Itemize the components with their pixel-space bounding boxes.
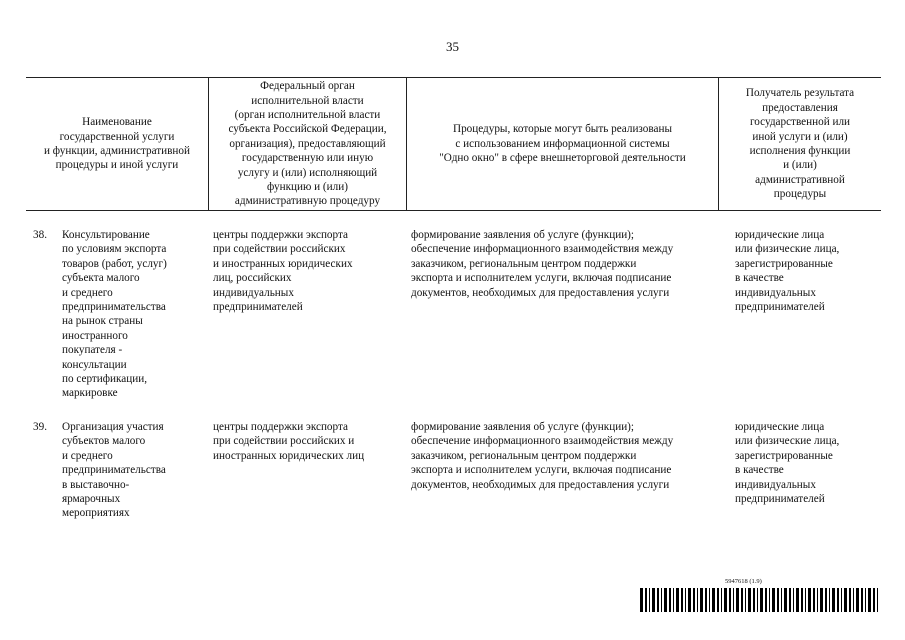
barcode-bar [849, 588, 851, 612]
text-line: предпринимателей [213, 301, 303, 314]
barcode-bar [789, 588, 791, 612]
row-procedures [411, 420, 673, 492]
barcode-bar [765, 588, 767, 612]
row-service-name [62, 228, 167, 401]
text-line: Наименование [82, 116, 152, 129]
barcode-bar [865, 588, 866, 612]
barcode-bar [729, 588, 731, 612]
header-procedures [407, 78, 718, 210]
text-line: предпринимательства [62, 464, 166, 477]
header-service-name [26, 78, 208, 210]
barcode-bar [693, 588, 695, 612]
barcode-bar [669, 588, 671, 612]
text-line: исполнения функции [749, 145, 851, 157]
text-line: организация), предоставляющий [229, 137, 386, 150]
text-line: юридические лица [735, 421, 825, 433]
text-line: услугу и (или) исполняющий [237, 166, 378, 179]
text-line: функцию и (или) [267, 181, 348, 194]
text-line: или физические лица, [735, 243, 840, 256]
text-line: маркировке [62, 387, 118, 400]
text-line: зарегистрированные [735, 449, 833, 462]
text-line: и среднего [62, 286, 113, 299]
text-line: на рынок страны [62, 315, 143, 328]
barcode-bar [769, 588, 770, 612]
barcode-bar [808, 588, 811, 612]
barcode-bar [817, 588, 818, 612]
text-line: документов, необходимых для предоставления услуги [411, 286, 670, 299]
text-line: процедуры и иной услуги [55, 159, 179, 172]
text-line: лиц, российских [213, 272, 292, 285]
barcode-bar [700, 588, 703, 612]
text-line: административной [755, 173, 845, 186]
barcode-bar [741, 588, 743, 612]
barcode-bar [673, 588, 674, 612]
barcode-bar [757, 588, 758, 612]
text-line: по сертификации, [62, 373, 147, 386]
barcode-bar [649, 588, 650, 612]
text-line: субъекта малого [62, 272, 140, 285]
text-line: при содействии российских [213, 243, 346, 256]
text-line: Организация участия [62, 421, 164, 433]
barcode-bar [664, 588, 667, 612]
barcode-bar [781, 588, 782, 612]
barcode-bar [837, 588, 839, 612]
text-line: индивидуальных [735, 286, 816, 299]
text-line: Получатель результата [745, 87, 855, 100]
text-line: индивидуальных [213, 286, 294, 299]
barcode-bar [688, 588, 691, 612]
barcode-bar [784, 588, 787, 612]
text-line: иностранного [62, 329, 128, 342]
barcode-bar [709, 588, 710, 612]
barcode-bar [661, 588, 662, 612]
barcode-bar [697, 588, 698, 612]
row-service-name [62, 420, 166, 521]
barcode-bar [685, 588, 686, 612]
text-line: при содействии российских и [213, 435, 355, 448]
text-line: исполнительной власти [251, 94, 364, 107]
barcode-bar [844, 588, 847, 612]
text-line: центры поддержки экспорта [213, 229, 348, 241]
text-line: предпринимательства [62, 301, 166, 314]
row-authority [213, 228, 353, 314]
text-line: субъектов малого [62, 435, 146, 448]
text-line: индивидуальных [735, 478, 816, 491]
barcode-bar [640, 588, 643, 612]
page-number: 35 [446, 39, 459, 54]
header-recipient [719, 78, 881, 210]
text-line: мероприятиях [62, 507, 130, 520]
barcode-bar [796, 588, 799, 612]
barcode-bar [681, 588, 683, 612]
barcode-bar [745, 588, 746, 612]
barcode-bar [877, 588, 878, 612]
barcode-bar [712, 588, 715, 612]
row-procedures [411, 228, 673, 300]
barcode-bar [721, 588, 722, 612]
text-line: субъекта Российской Федерации, [228, 123, 387, 136]
text-line: заказчиком, региональным центром поддержки [411, 257, 637, 270]
barcode-image [640, 588, 880, 612]
text-line: документов, необходимых для предоставления услуги [411, 478, 670, 491]
text-line: и среднего [62, 449, 113, 462]
text-line: процедуры [773, 188, 827, 201]
barcode-bar [813, 588, 815, 612]
text-line: с использованием информационной системы [455, 137, 670, 150]
barcode-bar [676, 588, 679, 612]
barcode-bar [717, 588, 719, 612]
text-line: (орган исполнительной власти [234, 108, 381, 121]
text-line: иной услуги и (или) [752, 130, 848, 143]
text-line: обеспечение информационного взаимодействия между [411, 243, 674, 256]
text-line: административную процедуру [234, 195, 381, 208]
text-line: государственной услуги [59, 130, 175, 143]
text-line: формирование заявления об услуге (функции); [411, 421, 635, 433]
barcode-bar [832, 588, 835, 612]
text-line: предоставления [762, 101, 838, 114]
table-header-rule [26, 210, 881, 211]
text-line: государственной или [749, 116, 851, 129]
text-line: и функции, административной [43, 145, 190, 157]
text-line: обеспечение информационного взаимодействия между [411, 435, 674, 448]
barcode-bar [772, 588, 775, 612]
barcode-bar [856, 588, 859, 612]
text-line: "Одно окно" в сфере внешнеторговой деятельности [439, 152, 686, 165]
barcode-bar [868, 588, 871, 612]
barcode-bar [753, 588, 755, 612]
barcode-bar [657, 588, 659, 612]
text-line: юридические лица [735, 229, 825, 241]
barcode-bar [861, 588, 863, 612]
barcode-bar [760, 588, 763, 612]
text-line: центры поддержки экспорта [213, 421, 348, 433]
text-line: в качестве [735, 464, 784, 477]
row-number: 39. [33, 421, 47, 433]
text-line: в выставочно- [62, 478, 130, 491]
text-line: и (или) [783, 159, 817, 172]
text-line: или физические лица, [735, 435, 840, 448]
text-line: Консультирование [62, 229, 150, 241]
text-line: консультации [62, 358, 127, 371]
barcode-bar [820, 588, 823, 612]
barcode-bar [724, 588, 727, 612]
text-line: зарегистрированные [735, 257, 833, 270]
text-line: товаров (работ, услуг) [62, 257, 167, 270]
barcode-bar [736, 588, 739, 612]
barcode-bar [748, 588, 751, 612]
text-line: иностранных юридических лиц [213, 449, 365, 462]
row-number: 38. [33, 229, 47, 241]
barcode-bar [705, 588, 707, 612]
row-recipient [735, 228, 839, 314]
text-line: заказчиком, региональным центром поддержки [411, 449, 637, 462]
barcode-bar [805, 588, 806, 612]
row-authority [213, 420, 364, 463]
barcode-bar [873, 588, 875, 612]
barcode-bar [801, 588, 803, 612]
barcode-bar [777, 588, 779, 612]
barcode-caption: 5947618 (1.9) [725, 578, 762, 585]
text-line: Процедуры, которые могут быть реализованы [452, 123, 672, 136]
header-authority [209, 78, 406, 210]
barcode-bar [825, 588, 827, 612]
text-line: и иностранных юридических [213, 257, 353, 270]
text-line: в качестве [735, 272, 784, 285]
barcode-bar [652, 588, 655, 612]
barcode-bar [645, 588, 647, 612]
text-line: ярмарочных [62, 493, 121, 506]
text-line: формирование заявления об услуге (функции); [411, 229, 635, 241]
text-line: Федеральный орган [260, 80, 355, 93]
text-line: покупателя - [62, 344, 123, 357]
text-line: предпринимателей [735, 493, 825, 506]
text-line: государственную или иную [241, 152, 374, 165]
text-line: по условиям экспорта [62, 243, 167, 256]
barcode-bar [853, 588, 854, 612]
text-line: экспорта и исполнителем услуги, включая подписание [411, 272, 672, 285]
text-line: предпринимателей [735, 301, 825, 314]
barcode-bar [829, 588, 830, 612]
row-recipient [735, 420, 839, 506]
barcode-bar [793, 588, 794, 612]
text-line: экспорта и исполнителем услуги, включая подписание [411, 464, 672, 477]
barcode-bar [841, 588, 842, 612]
barcode-bar [733, 588, 734, 612]
